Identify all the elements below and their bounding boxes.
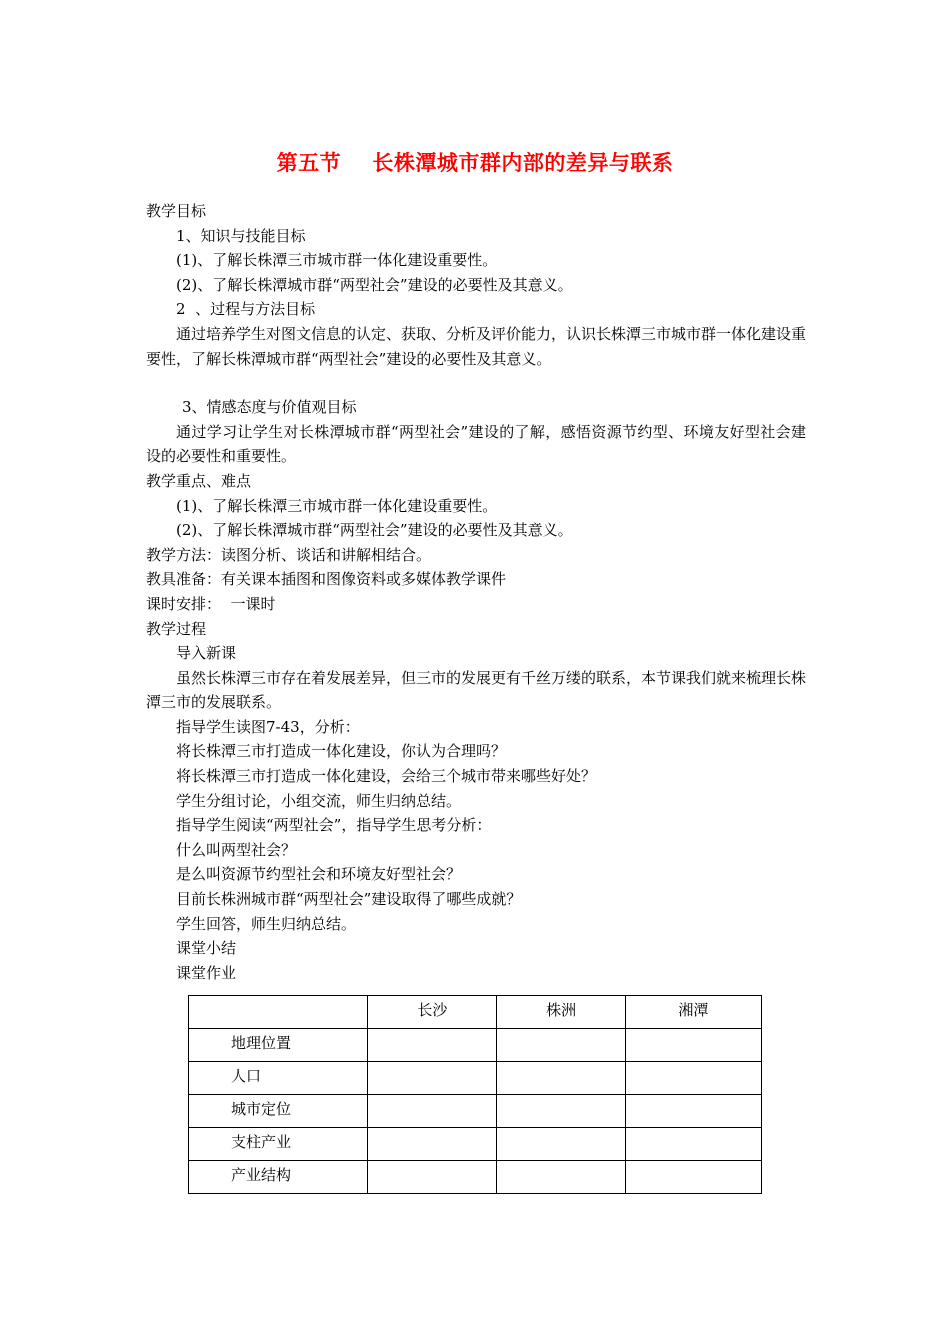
intro-text: 虽然长株潭三市存在着发展差异，但三市的发展更有千丝万缕的联系，本节课我们就来梳理长株潭三市的发展联系。 [146,668,807,712]
knowledge-heading: 1、知识与技能目标 [176,226,306,245]
class-schedule: 课时安排： 一课时 [146,594,276,613]
key-points-heading: 教学重点、难点 [146,471,252,490]
blank-line [146,371,806,395]
key-point-item: (2)、了解长株潭城市群“两型社会”建设的必要性及其意义。 [176,521,573,540]
class-summary-heading: 课堂小结 [176,939,237,958]
process-line: 学生回答，师生归纳总结。 [176,914,357,933]
table-cell [368,1095,497,1128]
table-row-label: 产业结构 [189,1161,368,1194]
table-cell [368,1161,497,1194]
table-cell [625,1029,761,1062]
process-main-heading: 教学过程 [146,619,207,638]
table-cell [625,1062,761,1095]
table-row [189,1128,762,1161]
process-heading: 2 、过程与方法目标 [176,300,316,319]
emotion-heading: 3、情感态度与价值观目标 [182,398,357,417]
table-cell [625,1161,761,1194]
process-line: 目前长株洲城市群“两型社会”建设取得了哪些成就？ [176,890,522,909]
knowledge-item: (2)、了解长株潭城市群“两型社会”建设的必要性及其意义。 [176,275,573,294]
table-cell [497,1062,625,1095]
table-row-label: 人口 [189,1062,368,1095]
table-cell [497,1095,625,1128]
table-cell [497,1029,625,1062]
table-cell [368,1062,497,1095]
process-line: 将长株潭三市打造成一体化建设，会给三个城市带来哪些好处？ [176,767,597,786]
teaching-tools: 教具准备：有关课本插图和图像资料或多媒体教学课件 [146,570,507,589]
lesson-plan-body [146,199,806,985]
table-header-cell [189,996,368,1029]
homework-table [188,995,762,1194]
table-header-cell: 长沙 [368,996,497,1029]
table-header-cell: 株洲 [497,996,625,1029]
table-cell [368,1128,497,1161]
table-cell [497,1161,625,1194]
emotion-text: 通过学习让学生对长株潭城市群“两型社会”建设的了解，感悟资源节约型、环境友好型社会建设的必要性和重要性。 [146,422,806,466]
table-row [189,1161,762,1194]
table-cell [625,1128,761,1161]
process-line: 将长株潭三市打造成一体化建设，你认为合理吗？ [176,742,507,761]
table-row-label: 地理位置 [189,1029,368,1062]
teaching-method: 教学方法：读图分析、谈话和讲解相结合。 [146,545,432,564]
table-cell [625,1095,761,1128]
process-text: 通过培养学生对图文信息的认定、获取、分析及评价能力，认识长株潭三市城市群一体化建设重要性，了解长株潭城市群“两型社会”建设的必要性及其意义。 [146,324,807,368]
intro-heading: 导入新课 [176,644,237,663]
key-point-item: (1)、了解长株潭三市城市群一体化建设重要性。 [176,496,498,515]
table-header-row [189,996,762,1029]
table-cell [368,1029,497,1062]
table-header-cell: 湘潭 [625,996,761,1029]
table-row [189,1095,762,1128]
table-row-label: 城市定位 [189,1095,368,1128]
table-row [189,1029,762,1062]
process-line: 什么叫两型社会？ [176,840,297,859]
objectives-heading: 教学目标 [146,202,207,220]
knowledge-item: (1)、了解长株潭三市城市群一体化建设重要性。 [176,251,498,270]
table-cell [497,1128,625,1161]
process-line: 指导学生读图7-43，分析： [176,717,360,736]
table-row [189,1062,762,1095]
process-line: 学生分组讨论，小组交流，师生归纳总结。 [176,791,462,810]
process-line: 是么叫资源节约型社会和环境友好型社会？ [176,865,462,884]
process-line: 指导学生阅读“两型社会”，指导学生思考分析： [176,816,492,835]
homework-heading: 课堂作业 [176,963,237,982]
table-row-label: 支柱产业 [189,1128,368,1161]
page-title: 第五节 长株潭城市群内部的差异与联系 [276,150,674,175]
